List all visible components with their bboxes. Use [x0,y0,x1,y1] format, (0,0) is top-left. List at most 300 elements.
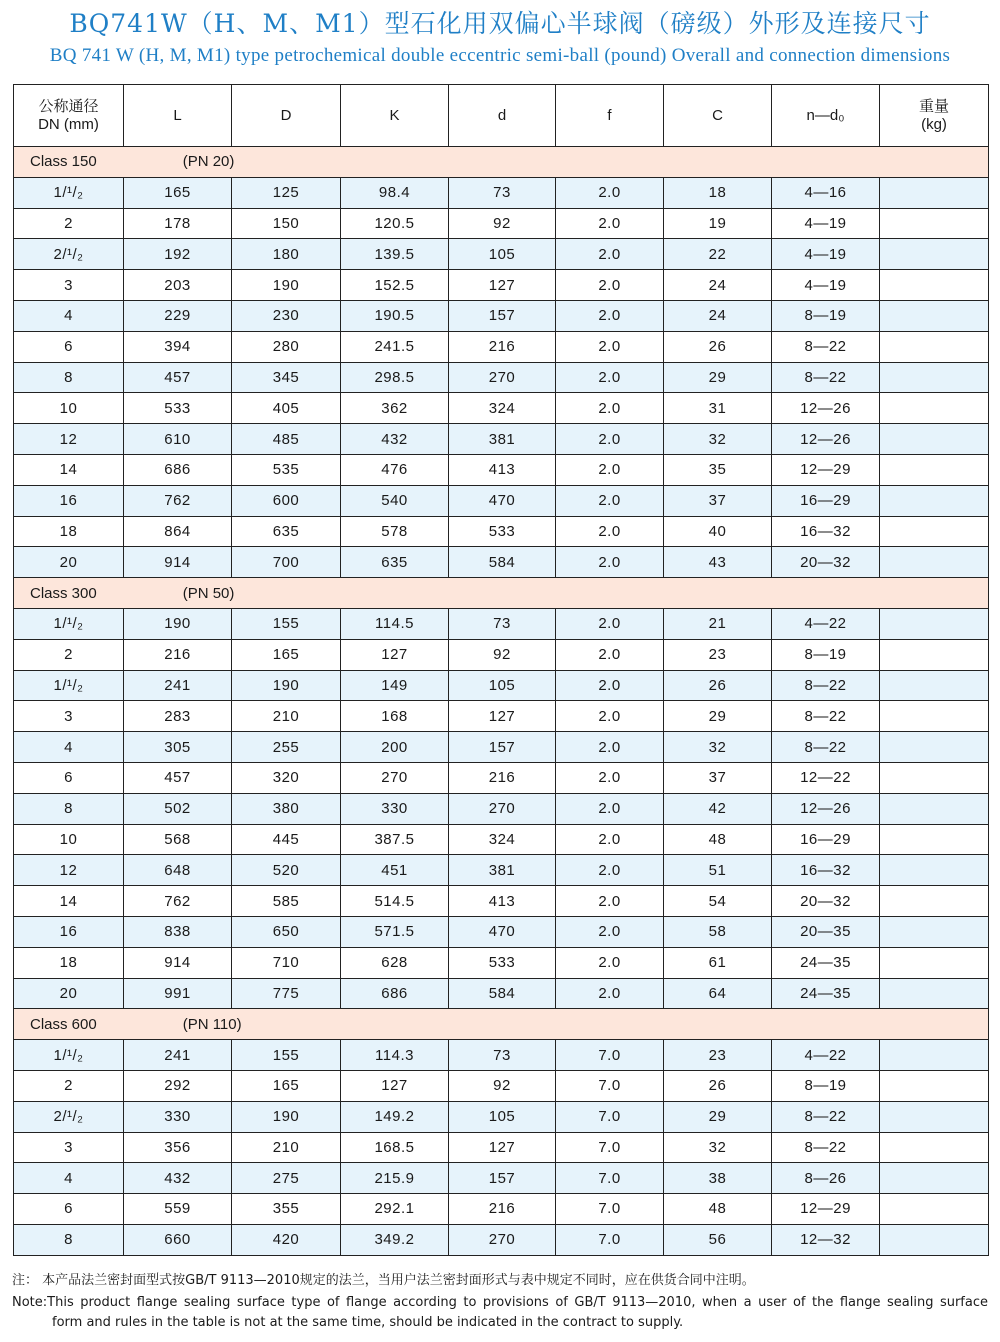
table-row [14,300,989,331]
table-row [14,639,989,670]
cell-f: 2.0 [556,916,664,947]
cell-f: 7.0 [556,1132,664,1163]
cell-K: 387.5 [341,824,449,855]
cell-L: 292 [124,1070,232,1101]
cell-weight [880,793,989,824]
cell-f: 2.0 [556,485,664,516]
cell-D: 150 [232,208,341,239]
cell-n-d0: 8—19 [772,300,880,331]
cell-C: 19 [664,208,772,239]
cell-D: 650 [232,916,341,947]
table-row [14,793,989,824]
header-C: C [664,85,772,147]
cell-n-d0: 20—32 [772,547,880,578]
class-section-label [14,1009,989,1040]
cell-D: 155 [232,1040,341,1071]
cell-D: 210 [232,701,341,732]
cell-d: 73 [449,177,556,208]
header-f: f [556,85,664,147]
cell-D: 165 [232,639,341,670]
cell-dn: 16 [14,916,124,947]
cell-dn: 2 [14,208,124,239]
cell-weight [880,454,989,485]
table-row [14,1132,989,1163]
cell-n-d0: 8—22 [772,1132,880,1163]
pn-label: (PN 50) [182,584,235,602]
cell-dn: 2/¹/₂ [14,239,124,270]
cell-weight [880,362,989,393]
cell-K: 215.9 [341,1163,449,1194]
cell-K: 168.5 [341,1132,449,1163]
cell-D: 380 [232,793,341,824]
cell-f: 2.0 [556,886,664,917]
cell-dn: 6 [14,762,124,793]
cell-C: 24 [664,270,772,301]
table-row [14,855,989,886]
cell-K: 127 [341,639,449,670]
cell-D: 485 [232,424,341,455]
cell-weight [880,1040,989,1071]
cell-D: 210 [232,1132,341,1163]
cell-D: 190 [232,670,341,701]
cell-C: 23 [664,1040,772,1071]
cell-f: 2.0 [556,824,664,855]
table-row [14,362,989,393]
page-subtitle: BQ 741 W (H, M, M1) type petrochemical double eccentric semi-ball (pound) Overall and connection dimensions [49,45,951,66]
cell-weight [880,485,989,516]
table-row [14,1224,989,1255]
cell-n-d0: 4—22 [772,1040,880,1071]
cell-d: 413 [449,454,556,485]
table-row [14,1194,989,1225]
cell-dn: 14 [14,454,124,485]
cell-dn: 18 [14,947,124,978]
cell-dn: 8 [14,362,124,393]
cell-dn: 1/¹/₂ [14,608,124,639]
cell-L: 190 [124,608,232,639]
table-row [14,516,989,547]
cell-dn: 6 [14,331,124,362]
table-row [14,886,989,917]
cell-L: 356 [124,1132,232,1163]
cell-C: 32 [664,424,772,455]
cell-L: 660 [124,1224,232,1255]
cell-dn: 4 [14,1163,124,1194]
cell-f: 2.0 [556,424,664,455]
table-row [14,824,989,855]
cell-K: 628 [341,947,449,978]
class-label: Class 600 [30,1015,97,1033]
cell-weight [880,670,989,701]
cell-C: 32 [664,1132,772,1163]
cell-K: 149.2 [341,1101,449,1132]
cell-weight [880,886,989,917]
cell-n-d0: 8—22 [772,362,880,393]
header-d: d [449,85,556,147]
cell-d: 216 [449,762,556,793]
cell-dn: 8 [14,1224,124,1255]
cell-C: 56 [664,1224,772,1255]
header-weight [880,85,989,147]
cell-n-d0: 12—22 [772,762,880,793]
cell-dn: 1/¹/₂ [14,670,124,701]
cell-d: 157 [449,732,556,763]
table-row [14,270,989,301]
table-row [14,701,989,732]
cell-d: 105 [449,239,556,270]
header-L: L [124,85,232,147]
note-chinese: 注： 本产品法兰密封面型式按GB/T 9113—2010规定的法兰，当用户法兰密封面形式与表中规定不同时，应在供货合同中注明。 [12,1273,755,1288]
cell-dn: 1/¹/₂ [14,177,124,208]
cell-L: 305 [124,732,232,763]
cell-C: 26 [664,331,772,362]
cell-D: 165 [232,1070,341,1101]
cell-weight [880,177,989,208]
cell-d: 413 [449,886,556,917]
cell-L: 165 [124,177,232,208]
cell-n-d0: 8—22 [772,331,880,362]
cell-d: 584 [449,547,556,578]
cell-f: 2.0 [556,947,664,978]
cell-D: 275 [232,1163,341,1194]
cell-K: 270 [341,762,449,793]
cell-f: 2.0 [556,639,664,670]
cell-f: 2.0 [556,239,664,270]
cell-d: 270 [449,1224,556,1255]
cell-dn: 2 [14,1070,124,1101]
cell-L: 457 [124,362,232,393]
table-row [14,454,989,485]
cell-d: 92 [449,1070,556,1101]
cell-L: 283 [124,701,232,732]
cell-f: 2.0 [556,793,664,824]
cell-L: 432 [124,1163,232,1194]
cell-n-d0: 16—29 [772,824,880,855]
cell-n-d0: 16—32 [772,516,880,547]
cell-L: 241 [124,1040,232,1071]
cell-d: 324 [449,824,556,855]
table-row [14,424,989,455]
cell-L: 991 [124,978,232,1009]
cell-C: 48 [664,824,772,855]
cell-d: 270 [449,362,556,393]
class-label: Class 300 [30,584,97,602]
cell-weight [880,331,989,362]
table-row [14,239,989,270]
cell-L: 216 [124,639,232,670]
table-row [14,177,989,208]
cell-L: 864 [124,516,232,547]
table-row [14,393,989,424]
cell-f: 7.0 [556,1163,664,1194]
cell-D: 230 [232,300,341,331]
cell-n-d0: 8—22 [772,670,880,701]
cell-n-d0: 4—19 [772,270,880,301]
table-row [14,1163,989,1194]
cell-D: 600 [232,485,341,516]
cell-K: 168 [341,701,449,732]
cell-K: 190.5 [341,300,449,331]
cell-C: 23 [664,639,772,670]
cell-n-d0: 8—22 [772,732,880,763]
cell-dn: 3 [14,270,124,301]
table-row [14,1040,989,1071]
cell-f: 7.0 [556,1194,664,1225]
cell-weight [880,855,989,886]
cell-D: 255 [232,732,341,763]
cell-K: 152.5 [341,270,449,301]
cell-D: 420 [232,1224,341,1255]
cell-K: 241.5 [341,331,449,362]
cell-f: 2.0 [556,331,664,362]
class-section-row [14,147,989,178]
cell-n-d0: 4—16 [772,177,880,208]
cell-f: 2.0 [556,270,664,301]
cell-K: 362 [341,393,449,424]
cell-C: 42 [664,793,772,824]
cell-f: 2.0 [556,454,664,485]
cell-f: 2.0 [556,978,664,1009]
cell-D: 190 [232,270,341,301]
header-weight-unit: (kg) [921,115,947,133]
cell-L: 648 [124,855,232,886]
cell-D: 355 [232,1194,341,1225]
header-dn [14,85,124,147]
cell-L: 762 [124,886,232,917]
cell-weight [880,732,989,763]
note-english-line-1: Note:This product flange sealing surface type of flange according to provisions of GB/T 9113—2010, when a user of the flange sealing surface [12,1295,988,1310]
cell-dn: 12 [14,424,124,455]
cell-K: 200 [341,732,449,763]
cell-D: 635 [232,516,341,547]
cell-weight [880,270,989,301]
cell-n-d0: 24—35 [772,978,880,1009]
cell-weight [880,608,989,639]
cell-D: 520 [232,855,341,886]
cell-f: 2.0 [556,362,664,393]
cell-K: 292.1 [341,1194,449,1225]
cell-n-d0: 20—35 [772,916,880,947]
cell-C: 43 [664,547,772,578]
cell-d: 92 [449,639,556,670]
cell-D: 405 [232,393,341,424]
cell-C: 35 [664,454,772,485]
cell-K: 114.3 [341,1040,449,1071]
cell-dn: 6 [14,1194,124,1225]
cell-dn: 4 [14,732,124,763]
cell-weight [880,424,989,455]
cell-n-d0: 12—29 [772,454,880,485]
header-K: K [341,85,449,147]
cell-dn: 12 [14,855,124,886]
cell-d: 324 [449,393,556,424]
table-row [14,331,989,362]
cell-K: 514.5 [341,886,449,917]
cell-weight [880,208,989,239]
table-row [14,670,989,701]
cell-D: 535 [232,454,341,485]
cell-n-d0: 8—22 [772,1101,880,1132]
cell-D: 345 [232,362,341,393]
cell-D: 445 [232,824,341,855]
cell-d: 73 [449,608,556,639]
cell-n-d0: 4—22 [772,608,880,639]
cell-d: 157 [449,300,556,331]
cell-weight [880,547,989,578]
cell-n-d0: 12—29 [772,1194,880,1225]
cell-d: 157 [449,1163,556,1194]
cell-n-d0: 16—29 [772,485,880,516]
cell-C: 26 [664,1070,772,1101]
cell-C: 40 [664,516,772,547]
cell-L: 394 [124,331,232,362]
cell-f: 7.0 [556,1070,664,1101]
cell-C: 29 [664,701,772,732]
cell-f: 2.0 [556,762,664,793]
cell-L: 686 [124,454,232,485]
cell-weight [880,762,989,793]
cell-dn: 2 [14,639,124,670]
cell-f: 7.0 [556,1101,664,1132]
cell-n-d0: 8—26 [772,1163,880,1194]
cell-C: 37 [664,485,772,516]
cell-weight [880,300,989,331]
cell-d: 92 [449,208,556,239]
cell-L: 559 [124,1194,232,1225]
cell-C: 18 [664,177,772,208]
cell-weight [880,701,989,732]
cell-D: 775 [232,978,341,1009]
table-row [14,208,989,239]
cell-C: 21 [664,608,772,639]
cell-K: 432 [341,424,449,455]
cell-f: 2.0 [556,393,664,424]
cell-n-d0: 12—32 [772,1224,880,1255]
cell-C: 38 [664,1163,772,1194]
cell-dn: 16 [14,485,124,516]
cell-K: 120.5 [341,208,449,239]
cell-d: 105 [449,1101,556,1132]
cell-f: 2.0 [556,547,664,578]
cell-n-d0: 12—26 [772,424,880,455]
cell-L: 762 [124,485,232,516]
table-row [14,547,989,578]
cell-C: 31 [664,393,772,424]
cell-f: 2.0 [556,177,664,208]
table-header-row [14,85,989,147]
table-row [14,978,989,1009]
cell-d: 584 [449,978,556,1009]
cell-n-d0: 24—35 [772,947,880,978]
cell-C: 64 [664,978,772,1009]
cell-D: 155 [232,608,341,639]
cell-D: 585 [232,886,341,917]
cell-C: 29 [664,1101,772,1132]
class-section-label [14,578,989,609]
note-english-line-2: form and rules in the table is not at the same time, should be indicated in the contract to supply. [52,1315,684,1330]
cell-L: 610 [124,424,232,455]
cell-D: 710 [232,947,341,978]
cell-K: 476 [341,454,449,485]
cell-C: 37 [664,762,772,793]
cell-weight [880,1224,989,1255]
cell-D: 320 [232,762,341,793]
header-weight-cn: 重量 [918,97,949,115]
cell-f: 2.0 [556,855,664,886]
cell-dn: 3 [14,1132,124,1163]
class-section-label [14,147,989,178]
cell-n-d0: 8—19 [772,1070,880,1101]
cell-weight [880,978,989,1009]
table-row [14,916,989,947]
class-section-row [14,1009,989,1040]
cell-K: 540 [341,485,449,516]
cell-f: 2.0 [556,732,664,763]
cell-d: 127 [449,1132,556,1163]
cell-weight [880,1101,989,1132]
cell-K: 149 [341,670,449,701]
cell-d: 381 [449,855,556,886]
table-body [14,147,989,1256]
cell-f: 2.0 [556,516,664,547]
cell-n-d0: 8—22 [772,701,880,732]
cell-n-d0: 16—32 [772,855,880,886]
cell-n-d0: 12—26 [772,393,880,424]
cell-D: 190 [232,1101,341,1132]
cell-n-d0: 4—19 [772,239,880,270]
cell-weight [880,824,989,855]
cell-d: 127 [449,270,556,301]
header-n-d0: n—d₀ [772,85,880,147]
cell-C: 48 [664,1194,772,1225]
cell-C: 29 [664,362,772,393]
table-row [14,947,989,978]
cell-K: 451 [341,855,449,886]
cell-C: 58 [664,916,772,947]
cell-L: 914 [124,947,232,978]
cell-L: 241 [124,670,232,701]
cell-dn: 4 [14,300,124,331]
cell-C: 22 [664,239,772,270]
cell-dn: 14 [14,886,124,917]
cell-d: 73 [449,1040,556,1071]
cell-f: 2.0 [556,701,664,732]
cell-K: 571.5 [341,916,449,947]
table-row [14,762,989,793]
cell-C: 26 [664,670,772,701]
cell-weight [880,239,989,270]
cell-f: 2.0 [556,300,664,331]
cell-d: 270 [449,793,556,824]
header-D: D [232,85,341,147]
cell-f: 2.0 [556,208,664,239]
cell-D: 125 [232,177,341,208]
cell-n-d0: 8—19 [772,639,880,670]
cell-f: 7.0 [556,1040,664,1071]
cell-d: 216 [449,331,556,362]
cell-weight [880,1070,989,1101]
cell-dn: 18 [14,516,124,547]
cell-L: 838 [124,916,232,947]
cell-dn: 3 [14,701,124,732]
cell-L: 229 [124,300,232,331]
cell-d: 127 [449,701,556,732]
cell-weight [880,947,989,978]
cell-dn: 20 [14,978,124,1009]
dimensions-table [13,84,989,1256]
cell-L: 914 [124,547,232,578]
cell-d: 105 [449,670,556,701]
